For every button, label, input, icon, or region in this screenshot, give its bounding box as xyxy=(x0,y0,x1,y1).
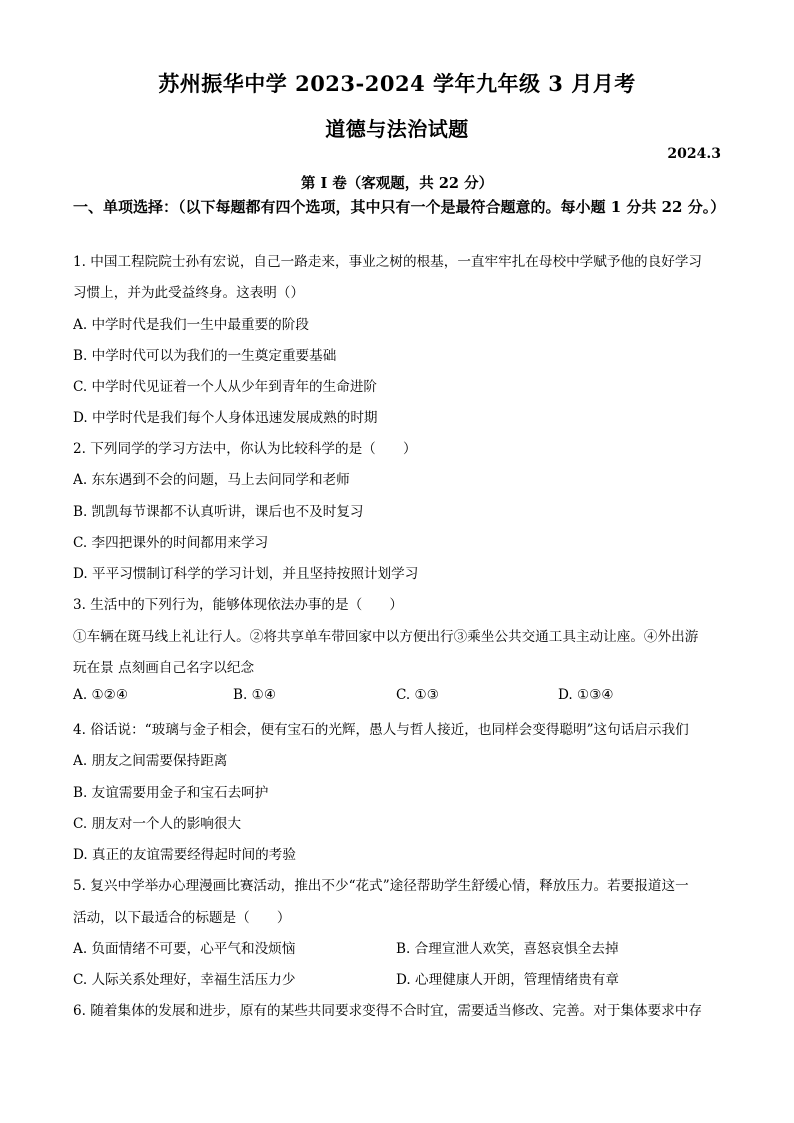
question-4-option-c: C. 朋友对一个人的影响很大 xyxy=(73,816,242,832)
question-4-stem: 4. 俗话说：“玻璃与金子相会，便有宝石的光辉，愚人与哲人接近，也同样会变得聪明”这句话启示我们 xyxy=(73,722,689,738)
question-4-option-a: A. 朋友之间需要保持距离 xyxy=(73,753,228,769)
question-2-option-b: B. 凯凯每节课都不认真听讲，课后也不及时复习 xyxy=(73,504,364,520)
question-5-option-d: D. 心理健康人开朗，管理情绪贵有章 xyxy=(396,972,619,988)
question-3-stem-line-3: 玩在景 点刻画自己名字以纪念 xyxy=(73,660,255,676)
question-6-stem-line-1: 6. 随着集体的发展和进步，原有的某些共同要求变得不合时宜，需要适当修改、完善。对于集体要求中存 xyxy=(73,1003,703,1019)
question-1-stem-line-1: 1. 中国工程院院士孙有宏说，自己一路走来，事业之树的根基，一直牢牢扎在母校中学赋予他的良好学习 xyxy=(73,254,703,270)
question-5-stem-line-1: 5. 复兴中学举办心理漫画比赛活动，推出不少“花式”途径帮助学生舒缓心情，释放压力。若要报道这一 xyxy=(73,878,689,894)
question-2-option-a: A. 东东遇到不会的问题，马上去问同学和老师 xyxy=(73,472,350,488)
question-3-option-c: C. ①③ xyxy=(396,687,439,703)
question-2-option-d: D. 平平习惯制订科学的学习计划，并且坚持按照计划学习 xyxy=(73,566,419,582)
question-5-option-c: C. 人际关系处理好，幸福生活压力少 xyxy=(73,972,296,988)
question-5-option-a: A. 负面情绪不可要，心平气和没烦恼 xyxy=(73,941,296,957)
question-5-stem-line-2: 活动，以下最适合的标题是（ ） xyxy=(73,910,291,926)
question-2-option-c: C. 李四把课外的时间都用来学习 xyxy=(73,535,269,551)
question-3-stem-line-2: ①车辆在斑马线上礼让行人。②将共享单车带回家中以方便出行③乘坐公共交通工具主动让座。④外出游 xyxy=(73,629,699,645)
question-2-stem: 2. 下列同学的学习方法中，你认为比较科学的是（ ） xyxy=(73,441,417,457)
exam-title: 苏州振华中学 2023-2024 学年九年级 3 月月考 xyxy=(158,71,636,96)
question-1-option-a: A. 中学时代是我们一生中最重要的阶段 xyxy=(73,317,309,333)
question-1-option-c: C. 中学时代见证着一个人从少年到青年的生命进阶 xyxy=(73,379,378,395)
question-3-stem-line-1: 3. 生活中的下列行为，能够体现依法办事的是（ ） xyxy=(73,597,403,613)
exam-subject-title: 道德与法治试题 xyxy=(325,117,469,141)
question-5-option-b: B. 合理宣泄人欢笑，喜怒哀惧全去掉 xyxy=(396,941,619,957)
section-heading: 一、单项选择：（以下每题都有四个选项，其中只有一个是最符合题意的。每小题 1 分共 22 分。） xyxy=(73,198,726,216)
question-3-option-d: D. ①③④ xyxy=(558,687,614,703)
question-4-option-b: B. 友谊需要用金子和宝石去呵护 xyxy=(73,785,269,801)
exam-date: 2024.3 xyxy=(667,146,721,162)
question-4-option-d: D. 真正的友谊需要经得起时间的考验 xyxy=(73,847,296,863)
question-1-stem-line-2: 习惯上，并为此受益终身。这表明（） xyxy=(73,285,305,301)
volume-heading: 第 I 卷（客观题，共 22 分） xyxy=(300,175,494,192)
question-3-option-b: B. ①④ xyxy=(233,687,277,703)
question-3-option-a: A. ①②④ xyxy=(73,687,129,703)
question-1-option-d: D. 中学时代是我们每个人身体迅速发展成熟的时期 xyxy=(73,410,378,426)
question-1-option-b: B. 中学时代可以为我们的一生奠定重要基础 xyxy=(73,348,337,364)
